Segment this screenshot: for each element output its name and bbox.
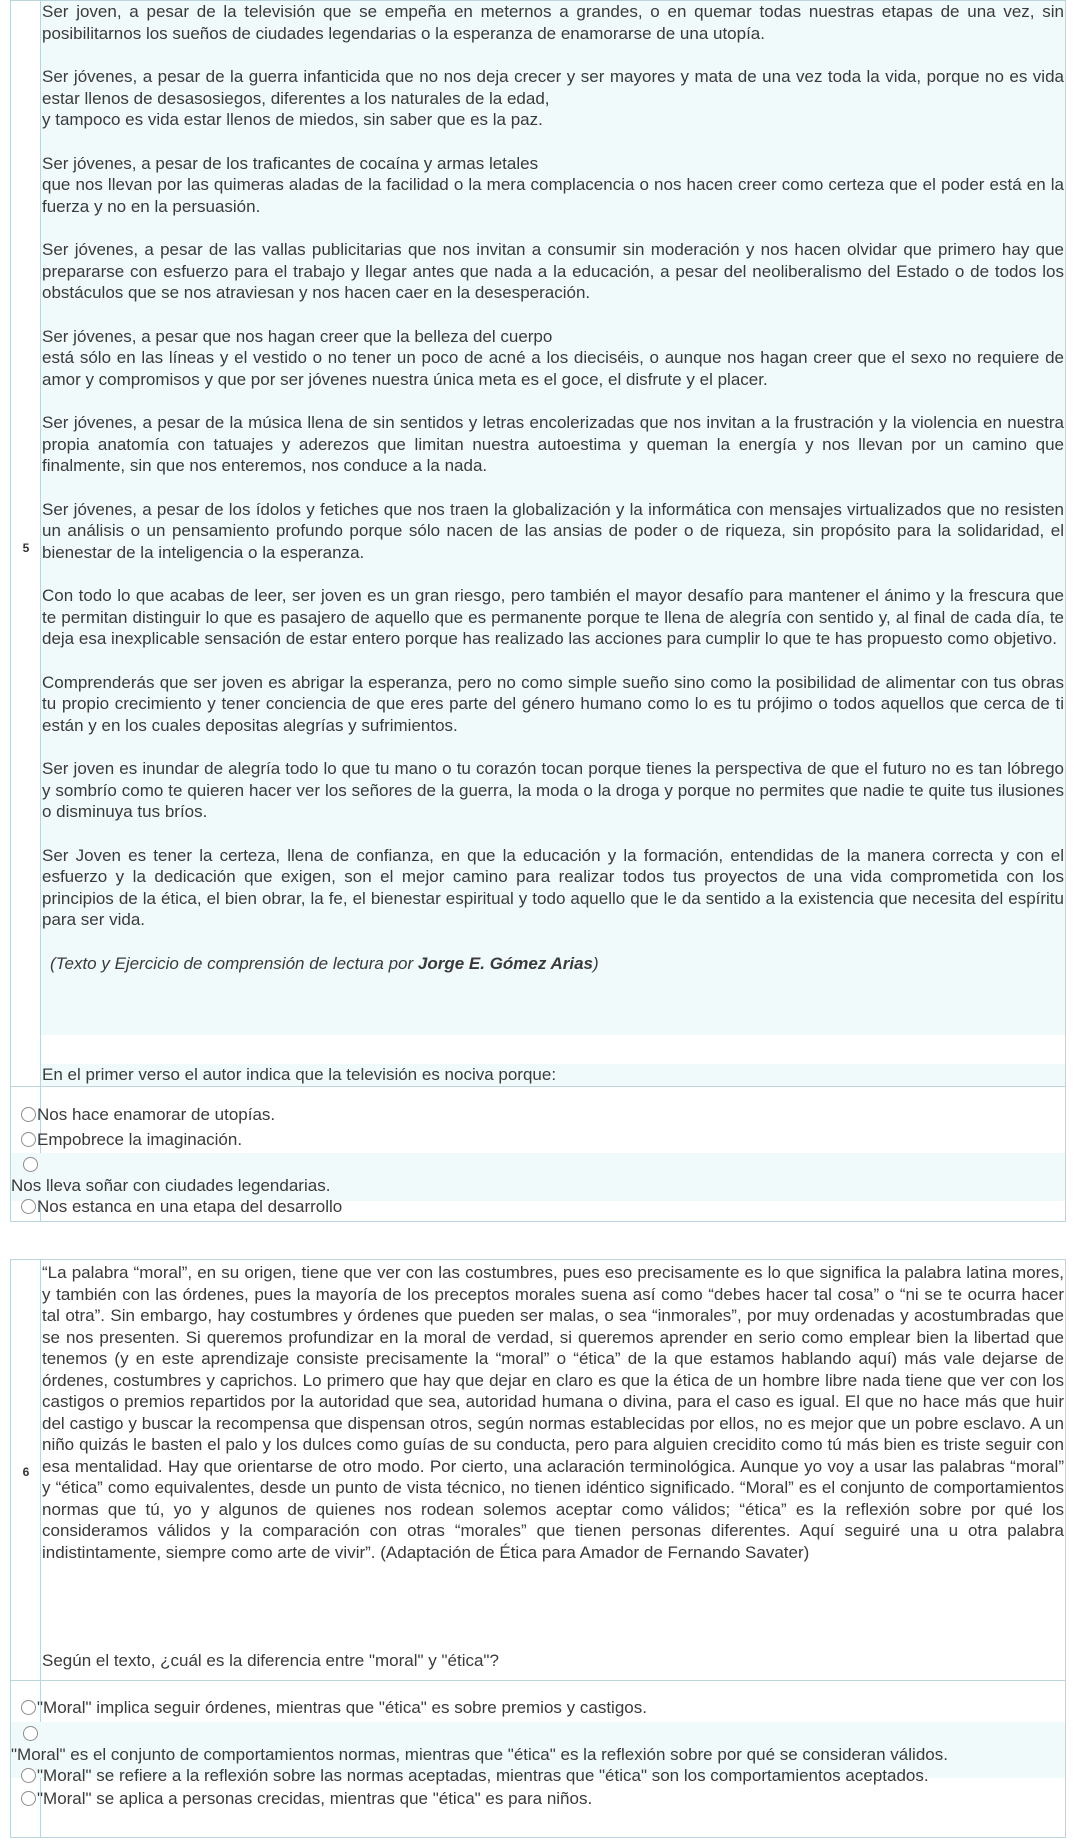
radio-button-icon[interactable]	[21, 1768, 36, 1783]
passage-paragraph: Comprenderás que ser joven es abrigar la esperanza, pero no como simple sueño sino como la posibilidad de alimentar con tus obras tu propio crecimiento y tener conciencia de que eres parte del género humano como lo es tu prójimo o todos aquellos que cerca de ti están y en los cuales depositas alegrías y sufrimientos.	[42, 672, 1064, 735]
passage-paragraph: Ser jóvenes, a pesar de las vallas publicitarias que nos invitan a consumir sin moderación y nos hacen olvidar que primero hay que prepararse con esfuerzo para el trabajo y llegar antes que nada a la educación, a pesar del neoliberalismo del Estado o de todos los obstáculos que se nos atraviesan y nos hacen caer en la desesperación.	[42, 240, 1064, 302]
citation-suffix: )	[593, 953, 599, 973]
radio-button-icon[interactable]	[21, 1199, 36, 1214]
divider	[11, 1086, 1065, 1087]
question-5-block	[10, 0, 1066, 1222]
question-6-block	[10, 1259, 1066, 1838]
option-label: Nos hace enamorar de utopías.	[37, 1105, 276, 1124]
reading-passage	[41, 1, 1065, 1035]
answer-option[interactable]	[21, 1698, 1065, 1718]
option-label: "Moral" implica seguir órdenes, mientras que "ética" es sobre premios y castigos.	[37, 1698, 647, 1717]
answer-option[interactable]: "Moral" es el conjunto de comportamientos normas, mientras que "ética" es la reflexión sobre por qué se consideran válidos.	[11, 1745, 948, 1764]
passage-paragraph: Ser jóvenes, a pesar de los traficantes de cocaína y armas letales que nos llevan por las quimeras aladas de la facilidad o la mera complacencia o nos hacen creer como certeza que el poder está en la fuerza y no en la persuasión.	[42, 153, 1064, 216]
question-prompt: En el primer verso el autor indica que la televisión es nociva porque:	[41, 1064, 1065, 1086]
option-label: Nos estanca en una etapa del desarrollo	[37, 1197, 343, 1216]
passage-paragraph: Ser Joven es tener la certeza, llena de confianza, en que la educación y la formación, entendidas de la manera correcta y con el esfuerzo y la dedicación que exigen, son el mejor camino para realizar todos tus proyectos de una vida comprometida con los principios de la ética, el bien obrar, la fe, el bienestar espiritual y todo aquello que le da sentido a la existencia que necesita del espíritu para ser vida.	[42, 845, 1064, 929]
question-number: 5	[22, 541, 30, 555]
radio-button-icon[interactable]	[21, 1132, 36, 1147]
answer-option[interactable]	[21, 1789, 1065, 1809]
radio-button-icon[interactable]	[23, 1726, 38, 1741]
radio-button-icon[interactable]	[21, 1791, 36, 1806]
option-label: "Moral" se aplica a personas crecidas, mientras que "ética" es para niños.	[37, 1789, 593, 1808]
divider	[11, 1680, 1065, 1681]
passage-paragraph: Ser jóvenes, a pesar de los ídolos y fetiches que nos traen la globalización y la informática con mensajes virtualizados que no resisten un análisis o un pensamiento profundo porque sólo nacen de las ansias de poder o de riqueza, sin propósito para la solidaridad, el bienestar de la inteligencia o la esperanza.	[42, 499, 1064, 562]
radio-button-icon[interactable]	[23, 1157, 38, 1172]
answer-option[interactable]	[21, 1130, 1065, 1150]
option-label: Empobrece la imaginación.	[37, 1130, 243, 1149]
radio-button-icon[interactable]	[21, 1107, 36, 1122]
answer-option[interactable]	[21, 1105, 1065, 1125]
passage-paragraph: Ser joven, a pesar de la televisión que se empeña en meternos a grandes, o en quemar todas nuestras etapas de una vez, sin posibilitarnos los sueños de ciudades legendarias o la esperanza de enamorarse de una utopía.	[42, 2, 1064, 43]
option-label: "Moral" se refiere a la reflexión sobre las normas aceptadas, mientras que "ética" son los comportamientos aceptados.	[37, 1766, 929, 1785]
passage-paragraph: Ser joven es inundar de alegría todo lo que tu mano o tu corazón tocan porque tienes la perspectiva de que el futuro no es tan lóbrego y sombrío como te quieren hacer ver los señores de la guerra, la moda o la droga y porque no permites que nadie te quite tus ilusiones o disminuya tus bríos.	[42, 759, 1064, 821]
answer-option[interactable]	[21, 1766, 1065, 1786]
answer-option[interactable]	[21, 1197, 1065, 1217]
reading-passage	[41, 1260, 1065, 1680]
answer-option[interactable]: Nos lleva soñar con ciudades legendarias.	[11, 1176, 331, 1195]
passage-paragraph: Ser jóvenes, a pesar que nos hagan creer que la belleza del cuerpo está sólo en las líneas y el vestido o no tener un poco de acné a los dieciséis, o aunque nos hagan creer que el sexo no requiere de amor y compromisos y que por ser jóvenes nuestra única meta es el goce, el disfrute y el placer.	[42, 326, 1064, 389]
passage-paragraph: Ser jóvenes, a pesar de la guerra infanticida que no nos deja crecer y ser mayores y mata de una vez toda la vida, porque no es vida estar llenos de desasosiegos, diferentes a los naturales de la edad, y tampoco es vida estar llenos de miedos, sin saber que es la paz.	[42, 67, 1064, 129]
passage-text: “La palabra “moral”, en su origen, tiene que ver con las costumbres, pues eso precisamente es lo que significa la palabra latina mores, y también con las órdenes, pues la mayoría de los preceptos morales suena así como “debes hacer tal cosa” o “ni se te ocurra hacer tal otra”. Sin embargo, hay costumbres y órdenes que pueden ser malas, o sea “inmorales”, por muy ordenadas y acostumbradas que se nos presenten. Si queremos profundizar en la moral de verdad, si queremos aprender en serio como emplear bien la libertad que tenemos (y en este aprendizaje consiste precisamente la “moral” o “ética” de la que estamos hablando aquí) más vale dejarse de órdenes, costumbres y caprichos. Lo primero que hay que dejar en claro es que la ética de un hombre libre nada tiene que ver con los castigos o premios repartidos por la autoridad que sea, autoridad humana o divina, para el caso es igual. El que no hace más que huir del castigo y buscar la recompensa que dispensan otros, según normas establecidas por ellos, no es mejor que un pobre esclavo. A un niño quizás le basten el palo y los dulces como guías de su conducta, pero para alguien crecidito como tú más bien es triste seguir con esa mentalidad. Hay que orientarse de otro modo. Por cierto, una aclaración terminológica. Aunque yo voy a usar las palabras “moral” y “ética” como equivalentes, desde un punto de vista técnico, no tienen idéntico significado. “Moral” es el conjunto de comportamientos normas que tú, yo y algunos de quienes nos rodean solemos aceptar como válidos; “ética” es la reflexión sobre por qué los consideramos válidos y la comparación con otras “morales” que tienen personas diferentes. Aquí seguiré una u otra palabra indistintamente, siempre como arte de vivir”. (Adaptación de Ética para Amador de Fernando Savater)	[42, 1263, 1064, 1562]
radio-button-icon[interactable]	[21, 1700, 36, 1715]
passage-paragraph: Con todo lo que acabas de leer, ser joven es un gran riesgo, pero también el mayor desafío para mantener el ánimo y la frescura que te permitan distinguir lo que es pasajero de aquello que es permanente porque te llena de alegría con sentido y, al final de cada día, te deja esa inexplicable sensación de estar entero porque has realizado las acciones para cumplir lo que te has propuesto como objetivo.	[42, 586, 1064, 648]
question-prompt: Según el texto, ¿cuál es la diferencia entre "moral" y "ética"?	[41, 1650, 1065, 1672]
question-gutter	[11, 1, 41, 1221]
citation-author: Jorge E. Gómez Arias	[417, 953, 593, 973]
passage-citation	[41, 953, 1065, 975]
passage-paragraph: Ser jóvenes, a pesar de la música llena de sin sentidos y letras encolerizadas que nos invitan a la frustración y la violencia en nuestra propia anatomía con tatuajes y aderezos que limitan nuestra autoestima y queman la energía y nos llevan por un camino que finalmente, sin que nos enteremos, nos conduce a la nada.	[42, 413, 1064, 475]
question-number: 6	[22, 1465, 30, 1479]
citation-prefix: (Texto y Ejercicio de comprensión de lectura por	[50, 953, 418, 973]
